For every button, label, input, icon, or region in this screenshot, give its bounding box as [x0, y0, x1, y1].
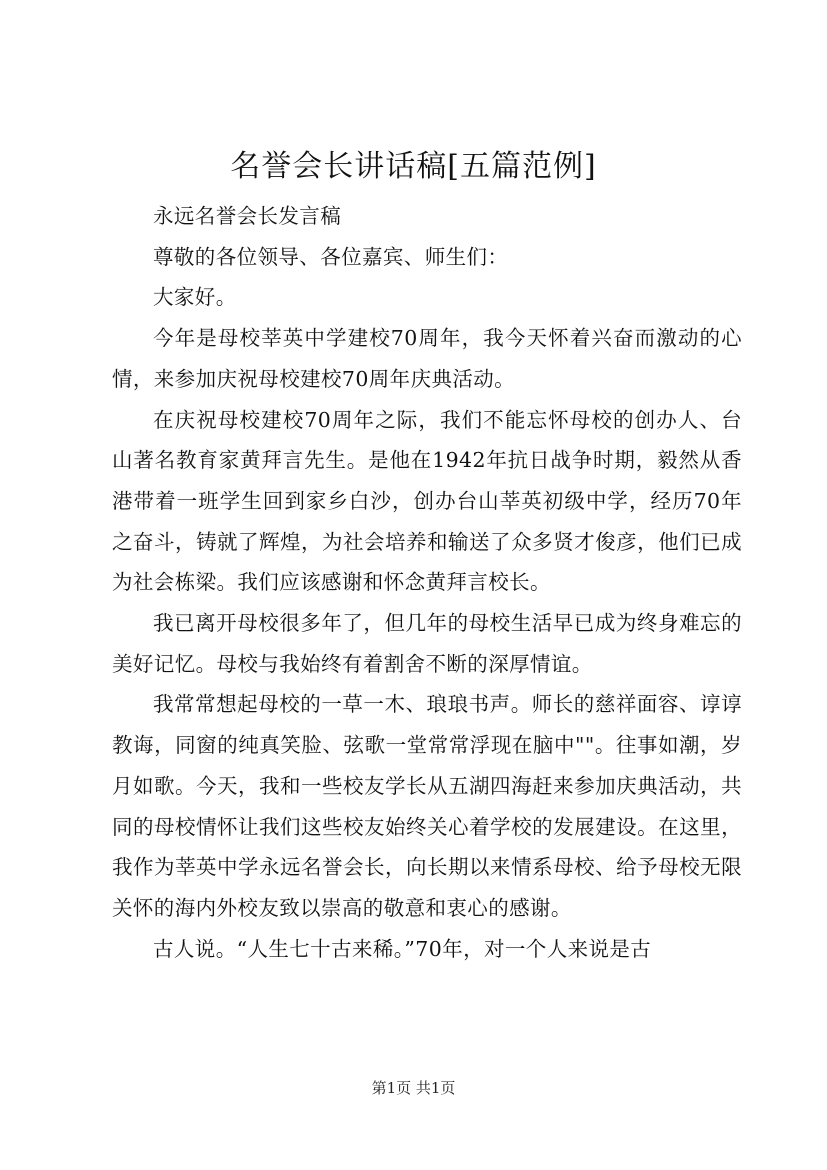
document-body — [112, 196, 742, 969]
paragraph-body: 古人说。“人生七十古来稀。”70年，对一个人来说是古 — [153, 936, 652, 961]
paragraph-subtitle: 永远名誉会长发言稿 — [153, 204, 342, 228]
document-title: 名誉会长讲话稿[五篇范例] — [230, 149, 597, 184]
paragraph-body: 在庆祝母校建校70周年之际，我们不能忘怀母校的创办人、台山著名教育家黄拜言先生。是他在1942年抗日战争时期，毅然从香港带着一班学生回到家乡白沙，创办台山莘英初级中学，经历70年之奋斗，铸就了辉煌，为社会培养和输送了众多贤才俊彦，他们已成为社会栋梁。我们应该感谢和怀念黄拜言校长。 — [112, 407, 742, 595]
page-number-footer: 第1页 共1页 — [371, 1079, 456, 1097]
paragraph-body: 我已离开母校很多年了，但几年的母校生活早已成为终身难忘的美好记忆。母校与我始终有着割舍不断的深厚情谊。 — [112, 611, 742, 676]
paragraph-greeting: 大家好。 — [153, 285, 237, 310]
paragraph-body: 我常常想起母校的一草一木、琅琅书声。师长的慈祥面容、谆谆教诲，同窗的纯真笑脸、弦歌一堂常常浮现在脑中""。往事如潮，岁月如歌。今天，我和一些校友学长从五湖四海赶来参加庆典活动，共同的母校情怀让我们这些校友始终关心着学校的发展建设。在这里，我作为莘英中学永远名誉会长，向长期以来情系母校、给予母校无限关怀的海内外校友致以崇高的敬意和衷心的感谢。 — [112, 692, 742, 920]
paragraph-body: 今年是母校莘英中学建校70周年，我今天怀着兴奋而激动的心情，来参加庆祝母校建校70周年庆典活动。 — [112, 326, 742, 391]
paragraph-salutation: 尊敬的各位领导、各位嘉宾、师生们： — [153, 244, 509, 269]
